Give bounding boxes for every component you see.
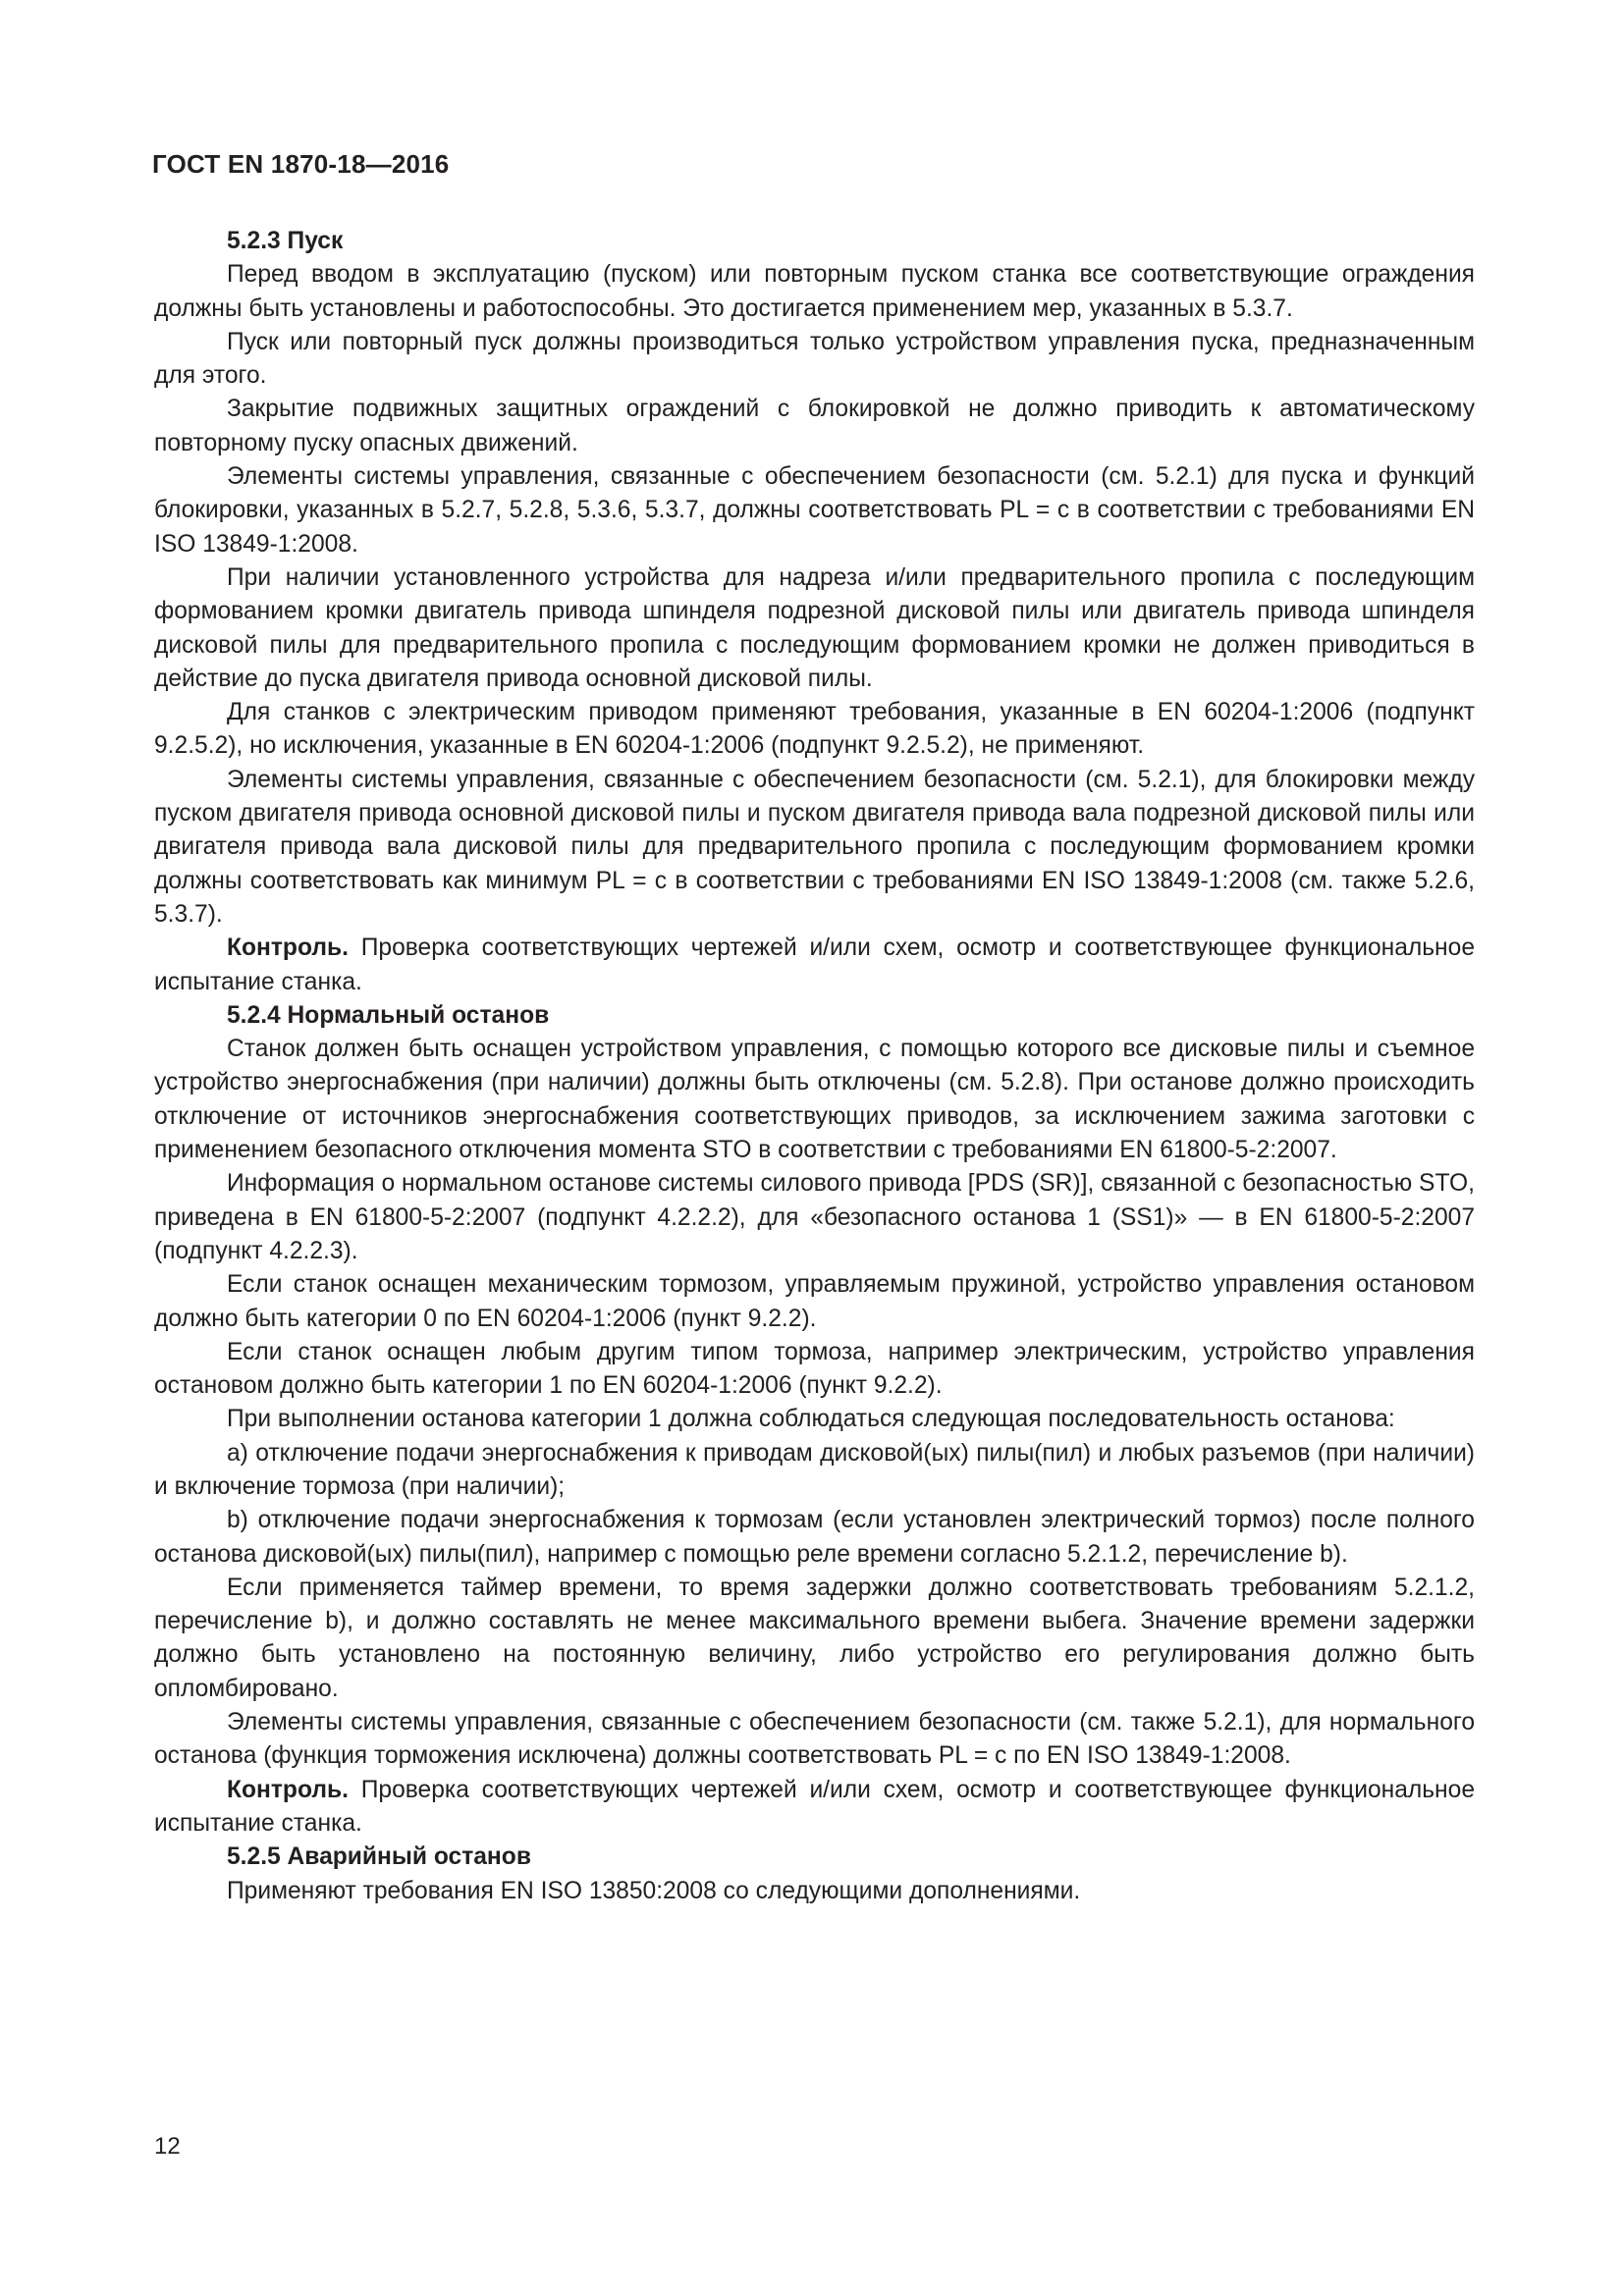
paragraph: Элементы системы управления, связанные с обеспечением безопасности (см. 5.2.1) для пуска и функций блокировки, указанных в 5.2.7, 5.2.8, 5.3.6, 5.3.7, должны соответствовать PL = c в соответствии с требованиями EN ISO 13849-1:2008. <box>154 463 1475 558</box>
paragraph: Закрытие подвижных защитных ограждений с блокировкой не должно приводить к автоматическому повторному пуску опасных движений. <box>154 396 1475 456</box>
control-text: Проверка соответствующих чертежей и/или схем, осмотр и соответствующее функциональное испытание станка. <box>154 934 1475 995</box>
paragraph: Пуск или повторный пуск должны производиться только устройством управления пуска, предназначенным для этого. <box>154 328 1475 390</box>
section-heading-5-2-5: 5.2.5 Аварийный останов <box>227 1843 531 1871</box>
page-number: 12 <box>154 2133 181 2160</box>
control-paragraph <box>154 932 1475 999</box>
paragraph: При наличии установленного устройства для надреза и/или предварительного пропила с последующим формованием кромки двигатель привода шпинделя подрезной дисковой пилы или двигатель привода шпинделя дисковой пилы для предварительного пропила с последующим формованием кромки не должен приводиться в действие до пуска двигателя привода основной дисковой пилы. <box>154 563 1475 692</box>
paragraph: Элементы системы управления, связанные с обеспечением безопасности (см. также 5.2.1), для нормального останова (функция торможения исключена) должны соответствовать PL = c по EN ISO 13849-1:2008. <box>154 1709 1475 1770</box>
section-heading-5-2-4: 5.2.4 Нормальный останов <box>227 1001 550 1029</box>
control-label: Контроль. <box>227 934 349 962</box>
paragraph: Если применяется таймер времени, то время задержки должно соответствовать требованиям 5.2.1.2, перечисление b), и должно составлять не менее максимального времени выбега. Значение времени задержки должно быть установлено на постоянную величину, либо устройство его регулирования должно быть опломбировано. <box>154 1574 1475 1702</box>
list-item-a: a) отключение подачи энергоснабжения к приводам дисковой(ых) пилы(пил) и любых разъемов (при наличии) и включение тормоза (при наличии); <box>154 1439 1475 1500</box>
paragraph: Элементы системы управления, связанные с обеспечением безопасности (см. 5.2.1), для блокировки между пуском двигателя привода основной дисковой пилы и пуском двигателя привода вала подрезной дисковой пилы или двигателя привода вала дисковой пилы для предварительного пропила с последующим формованием кромки должны соответствовать как минимум PL = c в соответствии с требованиями EN ISO 13849-1:2008 (см. также 5.2.6, 5.3.7). <box>154 766 1475 928</box>
paragraph: Информация о нормальном останове системы силового привода [PDS (SR)], связанной с безопасностью STO, приведена в EN 61800-5-2:2007 (подпункт 4.2.2.2), для «безопасного останова 1 (SS1)» — в EN 61800-5-2:2007 (подпункт 4.2.2.3). <box>154 1170 1475 1264</box>
paragraph: При выполнении останова категории 1 должна соблюдаться следующая последовательность останова: <box>227 1406 1395 1433</box>
list-item-b: b) отключение подачи энергоснабжения к тормозам (если установлен электрический тормоз) после полного останова дисковой(ых) пилы(пил), например с помощью реле времени согласно 5.2.1.2, перечисление b). <box>154 1507 1475 1568</box>
control-paragraph <box>154 1774 1475 1842</box>
paragraph: Если станок оснащен любым другим типом тормоза, например электрическим, устройство управления остановом должно быть категории 1 по EN 60204-1:2006 (пункт 9.2.2). <box>154 1338 1475 1400</box>
document-code-header: ГОСТ EN 1870-18—2016 <box>152 149 450 179</box>
paragraph: Станок должен быть оснащен устройством управления, с помощью которого все дисковые пилы и съемное устройство энергоснабжения (при наличии) должны быть отключены (см. 5.2.8). При останове должно происходить отключение от источников энергоснабжения соответствующих приводов, за исключением зажима заготовки с применением безопасного отключения момента STO в соответствии с требованиями EN 61800-5-2:2007. <box>154 1036 1475 1164</box>
control-label: Контроль. <box>227 1776 349 1803</box>
paragraph: Перед вводом в эксплуатацию (пуском) или повторным пуском станка все соответствующие ограждения должны быть установлены и работоспособны. Это достигается применением мер, указанных в 5.3.7. <box>154 261 1475 322</box>
document-body <box>154 225 1475 1908</box>
paragraph: Для станков с электрическим приводом применяют требования, указанные в EN 60204-1:2006 (подпункт 9.2.5.2), но исключения, указанные в EN 60204-1:2006 (подпункт 9.2.5.2), не применяют. <box>154 699 1475 760</box>
control-text: Проверка соответствующих чертежей и/или схем, осмотр и соответствующее функциональное испытание станка. <box>154 1776 1475 1837</box>
paragraph: Если станок оснащен механическим тормозом, управляемым пружиной, устройство управления остановом должно быть категории 0 по EN 60204-1:2006 (пункт 9.2.2). <box>154 1271 1475 1332</box>
section-heading-5-2-3: 5.2.3 Пуск <box>227 228 344 254</box>
paragraph: Применяют требования EN ISO 13850:2008 со следующими дополнениями. <box>227 1877 1081 1904</box>
